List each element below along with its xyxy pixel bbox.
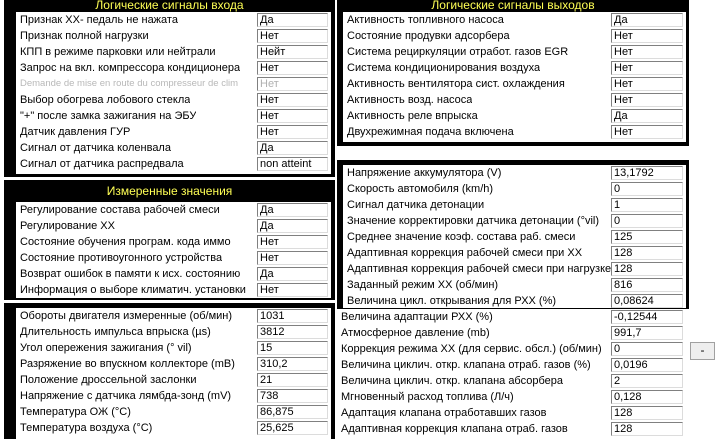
list-item [16, 356, 331, 372]
row-label: Адаптация клапана отработавших газов [341, 407, 547, 419]
value-field: 0,128 [611, 390, 683, 404]
value-field: Нет [257, 29, 328, 43]
row-label: Выбор обогрева лобового стекла [20, 94, 191, 106]
value-field: Да [611, 109, 683, 123]
parameters-right-list [343, 165, 686, 308]
value-field: Нет [611, 61, 683, 75]
row-label: Активность топливного насоса [347, 14, 504, 26]
list-item [16, 340, 331, 356]
row-label: Температура ОЖ (°C) [20, 406, 131, 418]
list-item [16, 250, 331, 266]
row-label: Признак ХХ- педаль не нажата [20, 14, 178, 26]
logical-inputs-list [16, 12, 331, 174]
list-item [337, 405, 686, 421]
list-item [343, 197, 686, 213]
parameters-bottom-right-list [337, 309, 686, 439]
value-field: -0,12544 [611, 310, 683, 324]
row-label: Величина адаптации РХХ (%) [341, 311, 493, 323]
value-field: Нет [257, 251, 328, 265]
value-field: 128 [611, 246, 683, 260]
value-field: 128 [611, 406, 683, 420]
value-field: Нет [257, 125, 328, 139]
list-item [337, 309, 686, 325]
list-item [16, 28, 331, 44]
list-item [16, 324, 331, 340]
measured-values-title: Измеренные значения [106, 184, 233, 198]
row-label: Запрос на вкл. компрессора кондиционера [20, 62, 241, 74]
row-label: Система рециркуляции отработ. газов EGR [347, 46, 569, 58]
row-label: Информация о выборе климатич. установки [20, 284, 246, 296]
list-item [343, 60, 686, 76]
list-item [16, 140, 331, 156]
row-label: Температура воздуха (°C) [20, 422, 153, 434]
row-label: Регулирование ХХ [20, 220, 115, 232]
value-field: Нет [611, 77, 683, 91]
list-item [16, 202, 331, 218]
list-item [16, 372, 331, 388]
logical-outputs-list [343, 12, 686, 142]
row-label: Состояние продувки адсорбера [347, 30, 510, 42]
logical-inputs-title: Логические сигналы входа [95, 0, 244, 12]
value-field: Да [257, 267, 328, 281]
row-label: Двухрежимная подача включена [347, 126, 514, 138]
value-field: 2 [611, 374, 683, 388]
value-field: Нет [611, 125, 683, 139]
list-item [16, 218, 331, 234]
value-field: Нет [257, 61, 328, 75]
list-item [337, 341, 686, 357]
list-item [343, 165, 686, 181]
row-label: Разряжение во впускном коллекторе (mB) [20, 358, 235, 370]
row-label: Коррекция режима ХХ (для сервис. обсл.) (об/мин) [341, 343, 602, 355]
value-field: Нет [611, 29, 683, 43]
value-field: Да [611, 13, 683, 27]
list-item [16, 234, 331, 250]
measured-values-panel [4, 180, 335, 300]
row-label: Активность возд. насоса [347, 94, 473, 106]
row-label: Напряжение с датчика лямбда-зонд (mV) [20, 390, 232, 402]
value-field: Нейт [257, 45, 328, 59]
value-field: 86,875 [257, 405, 328, 419]
list-item [16, 92, 331, 108]
parameters-bottom-left-list [16, 308, 331, 439]
list-item [343, 277, 686, 293]
list-item [337, 325, 686, 341]
row-label: "+" после замка зажигания на ЭБУ [20, 110, 197, 122]
list-item [343, 124, 686, 140]
value-field: 15 [257, 341, 328, 355]
value-field: 0 [611, 182, 683, 196]
row-label: Напряжение аккумулятора (V) [347, 167, 502, 179]
parameters-bottom-right-panel [337, 309, 689, 439]
list-item [16, 404, 331, 420]
list-item [343, 293, 686, 309]
parameters-bottom-left-panel [4, 303, 335, 439]
value-field: 25,625 [257, 421, 328, 435]
list-item [16, 124, 331, 140]
value-field: Да [257, 203, 328, 217]
row-label: Мгновенный расход топлива (Л/ч) [341, 391, 514, 403]
logical-outputs-title: Логические сигналы выходов [431, 0, 595, 12]
list-item [16, 308, 331, 324]
value-field: non atteint [257, 157, 328, 171]
row-label: Адаптивная коррекция рабочей смеси при нагрузке [347, 263, 612, 275]
list-item [343, 245, 686, 261]
row-label: Сигнал от датчика коленвала [20, 142, 171, 154]
value-field: 738 [257, 389, 328, 403]
row-label: Сигнал от датчика распредвала [20, 158, 184, 170]
list-item [343, 12, 686, 28]
value-field: 21 [257, 373, 328, 387]
list-item [343, 261, 686, 277]
list-item [343, 181, 686, 197]
value-field: Нет [257, 109, 328, 123]
list-item [16, 108, 331, 124]
list-item [343, 44, 686, 60]
list-item [343, 28, 686, 44]
row-label: Значение корректировки датчика детонации (°vil) [347, 215, 600, 227]
row-label: Адаптивная коррекция рабочей смеси при ХХ [347, 247, 583, 259]
row-label: Скорость автомобиля (km/h) [347, 183, 494, 195]
row-label: Положение дроссельной заслонки [20, 374, 197, 386]
list-item [337, 389, 686, 405]
value-field: 991,7 [611, 326, 683, 340]
list-item [343, 76, 686, 92]
list-item [16, 282, 331, 298]
row-label: Длительность импульса впрыска (µs) [20, 326, 211, 338]
row-label: Сигнал датчика детонации [347, 199, 485, 211]
value-field: 128 [611, 262, 683, 276]
row-label: Регулирование состава рабочей смеси [20, 204, 220, 216]
logical-outputs-panel [337, 0, 689, 146]
list-item [337, 357, 686, 373]
value-field: 0,0196 [611, 358, 683, 372]
value-field: 128 [611, 422, 683, 436]
value-field: Нет [257, 235, 328, 249]
row-label: Обороты двигателя измеренные (об/мин) [20, 310, 233, 322]
value-field: 0 [611, 214, 683, 228]
row-label: Система кондиционирования воздуха [347, 62, 541, 74]
value-field: Да [257, 141, 328, 155]
logical-inputs-panel [4, 0, 335, 177]
value-field: Нет [611, 93, 683, 107]
value-field: 3812 [257, 325, 328, 339]
row-label: Активность вентилятора сист. охлаждения [347, 78, 565, 90]
row-label: Величина циклич. откр. клапана абсорбера [341, 375, 563, 387]
list-item [343, 108, 686, 124]
value-field: Да [257, 219, 328, 233]
row-label: Величина цикл. открывания для РХХ (%) [347, 295, 557, 307]
row-label: КПП в режиме парковки или нейтрали [20, 46, 216, 58]
row-label: Активность реле впрыска [347, 110, 478, 122]
list-item [337, 373, 686, 389]
value-field: 0,08624 [611, 294, 683, 308]
row-label: Demande de mise en route du compresseur de clim [20, 78, 239, 89]
list-item-disabled [16, 76, 331, 92]
value-field: Нет [257, 93, 328, 107]
list-item [16, 12, 331, 28]
row-label: Заданный режим ХХ (об/мин) [347, 279, 499, 291]
parameters-right-panel [337, 160, 689, 309]
row-label: Величина циклич. откр. клапана отраб. газов (%) [341, 359, 591, 371]
value-field: Нет [257, 283, 328, 297]
row-label: Возврат ошибок в памяти к исх. состоянию [20, 268, 241, 280]
list-item [16, 156, 331, 172]
value-field: 816 [611, 278, 683, 292]
row-label: Состояние противоугонного устройства [20, 252, 223, 264]
list-item [337, 421, 686, 437]
value-field: 1 [611, 198, 683, 212]
row-label: Состояние обучения програм. кода иммо [20, 236, 231, 248]
row-label: Среднее значение коэф. состава раб. смеси [347, 231, 576, 243]
value-field: Да [257, 13, 328, 27]
list-item [16, 388, 331, 404]
list-item [16, 60, 331, 76]
row-label: Угол опережения зажигания (° vil) [20, 342, 192, 354]
value-field: 310,2 [257, 357, 328, 371]
list-item [16, 266, 331, 282]
list-item [343, 229, 686, 245]
row-label: Атмосферное давление (mb) [341, 327, 490, 339]
list-item [343, 213, 686, 229]
measured-values-list [16, 202, 331, 298]
row-label: Адаптивная коррекция клапана отраб. газов [341, 423, 568, 435]
row-label: Признак полной нагрузки [20, 30, 149, 42]
side-collapse-button[interactable]: - [690, 342, 715, 360]
value-field: Нет [611, 45, 683, 59]
list-item [343, 92, 686, 108]
row-label: Датчик давления ГУР [20, 126, 131, 138]
value-field: 125 [611, 230, 683, 244]
value-field: 13,1792 [611, 166, 683, 180]
list-item [16, 420, 331, 436]
value-field: 0 [611, 342, 683, 356]
value-field: Нет [257, 77, 328, 91]
list-item [16, 44, 331, 60]
value-field: 1031 [257, 309, 328, 323]
